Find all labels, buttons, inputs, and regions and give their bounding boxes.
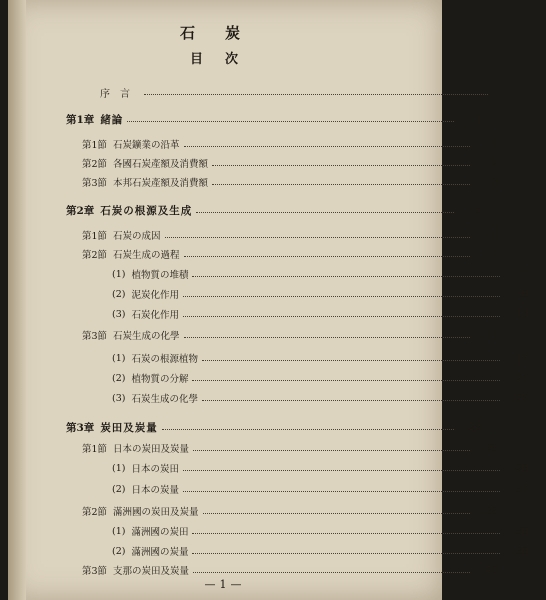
toc-subsection bbox=[8, 390, 546, 406]
section-title: 石炭生成の過程 bbox=[113, 250, 180, 261]
chapter-number: 第2章 bbox=[66, 204, 95, 217]
subsection-title: 滿洲國の炭田 bbox=[131, 527, 189, 538]
section-title: 各國石炭產額及消費額 bbox=[113, 159, 209, 170]
dot-leader bbox=[183, 491, 500, 492]
dot-leader bbox=[184, 337, 470, 338]
section-number: 第2節 bbox=[82, 250, 108, 261]
section-title: 石炭生成の化學 bbox=[113, 331, 180, 342]
dot-leader bbox=[193, 572, 470, 573]
toc-heading: 目次 bbox=[189, 52, 260, 67]
toc-section bbox=[8, 503, 516, 519]
toc-subsection bbox=[8, 460, 546, 476]
dot-leader bbox=[183, 470, 500, 471]
page-number: 28 bbox=[515, 462, 528, 474]
page-number: 13 bbox=[515, 308, 528, 320]
toc-chapter bbox=[8, 202, 500, 218]
toc-subsection bbox=[8, 523, 546, 539]
dot-leader bbox=[192, 533, 500, 534]
section-title: 滿洲國の炭田及炭量 bbox=[113, 507, 199, 518]
dot-leader bbox=[183, 296, 500, 297]
page-number: 28 bbox=[485, 442, 498, 454]
section-title: 本邦石炭產額及消費額 bbox=[113, 178, 209, 189]
page-number: 17 bbox=[485, 329, 498, 341]
subsection-number: (3) bbox=[112, 308, 126, 320]
page-number: 40 bbox=[485, 564, 498, 576]
chapter-number: 第3章 bbox=[66, 421, 95, 434]
toc-section bbox=[8, 562, 516, 578]
chapter-title: 炭田及炭量 bbox=[100, 421, 158, 434]
page-number: 17 bbox=[515, 352, 528, 364]
book-page bbox=[8, 0, 528, 600]
book-title: 石炭 bbox=[179, 24, 270, 42]
dot-leader bbox=[165, 237, 470, 238]
toc-subsection bbox=[8, 543, 546, 559]
subsection-number: (2) bbox=[112, 545, 126, 557]
dot-leader bbox=[127, 121, 454, 122]
dot-leader bbox=[203, 513, 470, 514]
toc-section bbox=[8, 174, 516, 190]
dot-leader bbox=[212, 165, 470, 166]
toc-subsection bbox=[8, 286, 546, 302]
section-title: 日本の炭田及炭量 bbox=[113, 444, 190, 455]
subsection-number: (1) bbox=[112, 525, 126, 537]
toc-section bbox=[8, 440, 516, 456]
subsection-title: 石炭生成の化學 bbox=[131, 394, 198, 405]
page-number: 7 bbox=[521, 268, 528, 280]
toc-section bbox=[8, 136, 516, 152]
section-number: 第1節 bbox=[82, 231, 108, 242]
dot-leader bbox=[202, 400, 500, 401]
toc-section bbox=[8, 155, 516, 171]
toc-entry-preface bbox=[8, 84, 534, 100]
section-number: 第3節 bbox=[82, 566, 108, 577]
section-title: 石炭の成因 bbox=[113, 231, 161, 242]
dot-leader bbox=[162, 429, 454, 430]
subsection-number: (2) bbox=[112, 288, 126, 300]
page-number: 2 bbox=[491, 157, 498, 169]
dot-leader bbox=[183, 316, 500, 317]
toc-subsection bbox=[8, 306, 546, 322]
toc-subsection bbox=[8, 350, 546, 366]
page-number: 28 bbox=[468, 421, 482, 433]
dot-leader bbox=[193, 450, 470, 451]
toc-section bbox=[8, 246, 516, 262]
section-number: 第2節 bbox=[82, 507, 108, 518]
section-number: 第1節 bbox=[82, 140, 108, 151]
subsection-title: 泥炭化作用 bbox=[131, 290, 179, 301]
toc-subsection bbox=[8, 370, 546, 386]
section-title: 石炭鑛業の沿革 bbox=[113, 140, 180, 151]
subsection-number: (3) bbox=[112, 392, 126, 404]
page-number: 6 bbox=[491, 229, 498, 241]
dot-leader bbox=[184, 146, 470, 147]
subsection-title: 日本の炭量 bbox=[131, 485, 179, 496]
section-title: 支那の炭田及炭量 bbox=[113, 566, 190, 577]
toc-subsection bbox=[8, 481, 546, 497]
toc-section bbox=[8, 227, 516, 243]
toc-chapter bbox=[8, 111, 500, 127]
toc-chapter bbox=[8, 419, 500, 435]
subsection-title: 石炭の根源植物 bbox=[131, 354, 198, 365]
toc-entry-label: 序言 bbox=[100, 88, 140, 100]
page-number: 3 bbox=[491, 176, 498, 188]
page-number: 6 bbox=[475, 204, 482, 216]
subsection-number: (2) bbox=[112, 483, 126, 495]
dot-leader bbox=[212, 184, 470, 185]
page-number: 7 bbox=[491, 248, 498, 260]
dot-leader bbox=[196, 212, 454, 213]
subsection-number: (1) bbox=[112, 462, 126, 474]
subsection-title: 石炭化作用 bbox=[131, 310, 179, 321]
dot-leader bbox=[192, 553, 500, 554]
page-number: 37 bbox=[515, 483, 528, 495]
dot-leader bbox=[192, 276, 500, 277]
section-number: 第3節 bbox=[82, 331, 108, 342]
section-number: 第2節 bbox=[82, 159, 108, 170]
section-number: 第1節 bbox=[82, 444, 108, 455]
subsection-number: (1) bbox=[112, 352, 126, 364]
subsection-title: 植物質の堆積 bbox=[131, 270, 189, 281]
page-number: 38 bbox=[515, 525, 528, 537]
page-number: 38 bbox=[515, 545, 528, 557]
page-number: 21 bbox=[515, 372, 528, 384]
dot-leader bbox=[202, 360, 500, 361]
page-number: 38 bbox=[485, 505, 498, 517]
toc-section bbox=[8, 327, 516, 343]
section-number: 第3節 bbox=[82, 178, 108, 189]
subsection-number: (2) bbox=[112, 372, 126, 384]
page-number: 1 bbox=[491, 138, 498, 150]
dot-leader bbox=[144, 94, 488, 95]
page-number: 8 bbox=[521, 288, 528, 300]
dot-leader bbox=[184, 256, 470, 257]
toc-subsection bbox=[8, 266, 546, 282]
chapter-title: 緒論 bbox=[100, 113, 124, 126]
page-number: 25 bbox=[515, 392, 528, 404]
subsection-number: (1) bbox=[112, 268, 126, 280]
chapter-title: 石炭の根源及生成 bbox=[100, 204, 193, 217]
subsection-title: 日本の炭田 bbox=[131, 464, 179, 475]
page-number: 1 bbox=[475, 113, 482, 125]
dot-leader bbox=[192, 380, 500, 381]
page-footer-number: —1— bbox=[204, 578, 246, 591]
chapter-number: 第1章 bbox=[66, 113, 95, 126]
subsection-title: 滿洲國の炭量 bbox=[131, 547, 189, 558]
subsection-title: 植物質の分解 bbox=[131, 374, 189, 385]
